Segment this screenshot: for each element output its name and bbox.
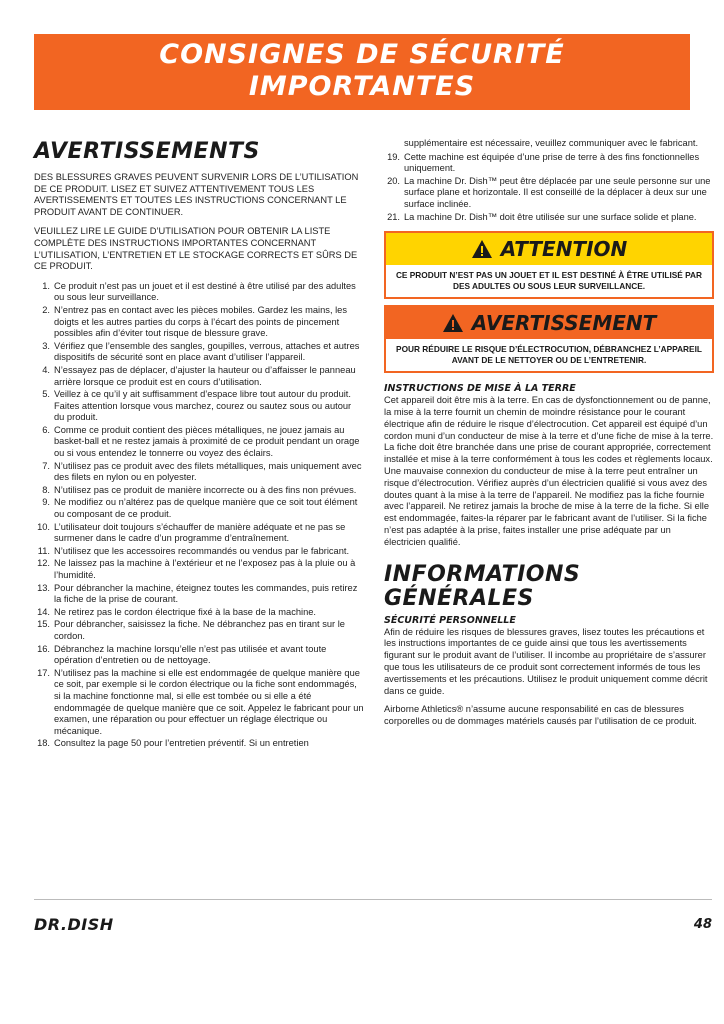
list-item <box>34 305 364 340</box>
list-item <box>34 583 364 606</box>
list-item-number: 1. <box>42 280 50 291</box>
list-item-text: Vérifiez que l’ensemble des sangles, goupilles, verrous, attaches et autres dispositifs de sécurité sont en place avant d’utiliser l’appareil. <box>54 340 360 363</box>
attention-title: ATTENTION <box>500 237 628 262</box>
list-item-number: 12. <box>37 558 50 569</box>
list-item-text: L’utilisateur doit toujours s’échauffer de manière adéquate et ne pas se surmener dans le cadre d’un programme d’entraînement. <box>54 521 346 544</box>
list-item-number: 15. <box>37 619 50 630</box>
grounding-text: Cet appareil doit être mis à la terre. En cas de dysfonctionnement ou de panne, la mise à la terre fournit un chemin de moindre résistance pour le courant électrique afin de réduire le risque d’électrocution. Cet appareil est équipé d’un cordon muni d’un conducteur de mise à la terre et d’une fiche de mise à la terre. La fiche doit être branchée dans une prise de courant appropriée, correctement installée et mise à la terre conformément à tous les codes et règlements locaux. Une mauvaise connexion du conducteur de mise à la terre peut entraîner un risque d’électrocution. Vérifiez auprès d’un électricien qualifié si vous avez des doutes quant à la mise à la terre de l’appareil. Ne modifiez pas la fiche fournie avec l’appareil. Ne retirez jamais la broche de mise à la terre de la fiche. Si elle est endommagée, faites-la réparer par le fabricant avant de l’utiliser. Si la fiche n’est pas adaptée à la prise, faites installer une prise adéquate par un électricien qualifié. <box>384 395 714 547</box>
list-item <box>34 461 364 484</box>
list-item <box>34 341 364 364</box>
list-item <box>34 546 364 558</box>
list-item <box>384 212 714 224</box>
list-item <box>34 522 364 545</box>
list-item-number: 18. <box>37 738 50 749</box>
list-item-number: 2. <box>42 304 50 315</box>
warning-text: POUR RÉDUIRE LE RISQUE D’ÉLECTROCUTION, DÉBRANCHEZ L’APPAREIL AVANT DE LE NETTOYER OU DE L’ENTRETENIR. <box>386 339 712 371</box>
list-item-number: 5. <box>42 389 50 400</box>
footer-divider <box>34 899 712 900</box>
list-item-number: 13. <box>37 582 50 593</box>
dr-dish-logo: DR.DISH <box>34 915 114 934</box>
list-item-number: 3. <box>42 340 50 351</box>
list-item <box>34 738 364 750</box>
left-column <box>34 140 364 751</box>
warnings-intro-2: VEUILLEZ LIRE LE GUIDE D’UTILISATION POUR OBTENIR LA LISTE COMPLÈTE DES INSTRUCTIONS IMPORTANTES CONCERNANT L’UTILISATION, L’ENTRETIEN ET LE STOCKAGE CORRECTS ET SÛRS DE CE PRODUIT. <box>34 226 358 272</box>
list-item-number: 8. <box>42 484 50 495</box>
page-number: 48 <box>693 917 712 932</box>
warnings-list-continued <box>384 152 714 224</box>
list-item-text: La machine Dr. Dish™ doit être utilisée sur une surface solide et plane. <box>404 211 697 222</box>
list-item-text: La machine Dr. Dish™ peut être déplacée par une seule personne sur une surface plane et horizontale. Il est conseillé de la déplacer à deux sur une surface inclinée. <box>404 175 711 209</box>
title-banner <box>34 34 690 110</box>
list-item-text: Comme ce produit contient des pièces métalliques, ne jouez jamais au basket-ball et ne restez jamais à proximité de ce produit pendant un orage ou si vous entendez le tonnerre ou voyez des éclairs. <box>54 424 360 459</box>
list-item-number: 9. <box>42 497 50 508</box>
title-line-1: CONSIGNES DE SÉCURITÉ <box>159 39 565 70</box>
title-line-2: IMPORTANTES <box>248 71 476 102</box>
list-item <box>34 644 364 667</box>
item-18-continuation: supplémentaire est nécessaire, veuillez communiquer avec le fabricant. <box>404 138 699 148</box>
list-item-text: Pour débrancher, saisissez la fiche. Ne débranchez pas en tirant sur le cordon. <box>54 619 345 641</box>
warnings-intro-1: DES BLESSURES GRAVES PEUVENT SURVENIR LORS DE L’UTILISATION DE CE PRODUIT. LISEZ ET SUIVEZ ATTENTIVEMENT TOUS LES AVERTISSEMENTS ET TOUTES LES INSTRUCTIONS CONCERNANT LE PRODUIT AVANT DE CONTINUER. <box>34 172 359 217</box>
list-item-number: 14. <box>37 606 50 617</box>
general-para-2: Airborne Athletics® n’assume aucune responsabilité en cas de blessures corporelles ou de dommages matériels causés par l’utilisation de ce produit. <box>384 704 697 727</box>
list-item-number: 19. <box>387 151 400 162</box>
list-item-number: 11. <box>37 545 50 556</box>
list-item-text: N’entrez pas en contact avec les pièces mobiles. Gardez les mains, les doigts et les autres parties du corps à l’écart des points de pincement possibles afin d’éviter tout risque de blessure grave. <box>54 304 347 339</box>
list-item-text: Ne modifiez ou n’altérez pas de quelque manière que ce soit tout élément ou composant de ce produit. <box>54 497 358 520</box>
attention-text: CE PRODUIT N’EST PAS UN JOUET ET IL EST DESTINÉ À ÊTRE UTILISÉ PAR DES ADULTES OU SOUS LEUR SURVEILLANCE. <box>386 265 712 297</box>
warnings-heading: AVERTISSEMENTS <box>34 139 260 164</box>
general-para-1: Afin de réduire les risques de blessures graves, lisez toutes les précautions et les instructions importantes de ce guide ainsi que tous les avertissements figurant sur le produit avant de l’utiliser. Il incombe au propriétaire de s’assurer que tous les utilisateurs de ce produit sont correctement informés de tous les avertissements et les précautions. Utilisez le produit uniquement comme décrit dans ce guide. <box>384 626 708 696</box>
list-item-text: Ce produit n’est pas un jouet et il est destiné à être utilisé par des adultes ou sous leur surveillance. <box>54 280 356 303</box>
list-item-text: N’utilisez pas la machine si elle est endommagée de quelque manière que ce soit, par exemple si le cordon électrique ou la fiche sont endommagés, si la machine fonctionne mal, si elle est tombée ou si elle a été endommagée de quelque manière que ce soit. Appelez le fabricant pour un examen, une réparation ou pour effectuer un réglage électrique ou mécanique. <box>54 667 364 736</box>
warning-triangle-icon <box>442 313 464 333</box>
list-item <box>34 558 364 581</box>
list-item <box>34 607 364 619</box>
list-item <box>384 176 714 211</box>
list-item-number: 4. <box>42 364 50 375</box>
list-item-number: 16. <box>37 643 50 654</box>
list-item-number: 10. <box>37 521 50 532</box>
general-heading-line-1: INFORMATIONS <box>384 561 581 587</box>
list-item-text: Débranchez la machine lorsqu’elle n’est pas utilisée et avant toute opération d’entretien ou de nettoyage. <box>54 643 327 666</box>
list-item <box>34 425 364 460</box>
list-item <box>384 152 714 175</box>
personal-safety-heading: SÉCURITÉ PERSONNELLE <box>384 614 516 626</box>
general-heading <box>384 563 714 611</box>
attention-header <box>386 233 712 265</box>
list-item-text: Consultez la page 50 pour l’entretien préventif. Si un entretien <box>54 738 309 749</box>
list-item-text: Ne retirez pas le cordon électrique fixé à la base de la machine. <box>54 606 317 617</box>
list-item-text: Veillez à ce qu’il y ait suffisamment d’espace libre tout autour du produit. Faites attention lorsque vous marchez, courez ou sautez sous ou autour du produit. <box>54 389 352 423</box>
warning-box <box>384 305 714 373</box>
list-item-text: Cette machine est équipée d’une prise de terre à des fins fonctionnelles uniquement. <box>404 151 700 174</box>
general-heading-line-2: GÉNÉRALES <box>384 585 534 611</box>
grounding-heading: INSTRUCTIONS DE MISE À LA TERRE <box>384 383 576 395</box>
warning-triangle-icon <box>471 239 493 259</box>
list-item-text: N’essayez pas de déplacer, d’ajuster la hauteur ou d’affaisser le panneau arrière lorsque ce produit est en cours d’utilisation. <box>54 364 356 387</box>
list-item <box>34 668 364 738</box>
list-item <box>34 365 364 388</box>
list-item-number: 21. <box>387 211 400 222</box>
list-item <box>34 485 364 497</box>
list-item-text: Pour débrancher la machine, éteignez toutes les commandes, puis retirez la fiche de la prise de courant. <box>54 582 358 605</box>
attention-box <box>384 231 714 299</box>
list-item-text: N’utilisez que les accessoires recommandés ou vendus par le fabricant. <box>54 545 350 556</box>
warning-header <box>386 307 712 339</box>
warnings-list <box>34 281 364 750</box>
list-item <box>34 389 364 424</box>
list-item <box>34 497 364 520</box>
list-item-text: Ne laissez pas la machine à l’extérieur et ne l’exposez pas à la pluie ou à l’humidité. <box>54 558 356 580</box>
list-item-text: N’utilisez pas ce produit avec des filets métalliques, mais uniquement avec des filets en nylon ou en polyester. <box>54 460 362 483</box>
list-item-text: N’utilisez pas ce produit de manière incorrecte ou à des fins non prévues. <box>54 484 357 495</box>
warning-title: AVERTISSEMENT <box>471 311 657 336</box>
right-column <box>384 138 714 728</box>
list-item <box>34 281 364 304</box>
list-item-number: 6. <box>42 424 50 435</box>
list-item <box>34 619 364 642</box>
list-item-number: 20. <box>387 175 400 186</box>
list-item-number: 7. <box>42 460 50 471</box>
list-item-number: 17. <box>37 667 50 678</box>
